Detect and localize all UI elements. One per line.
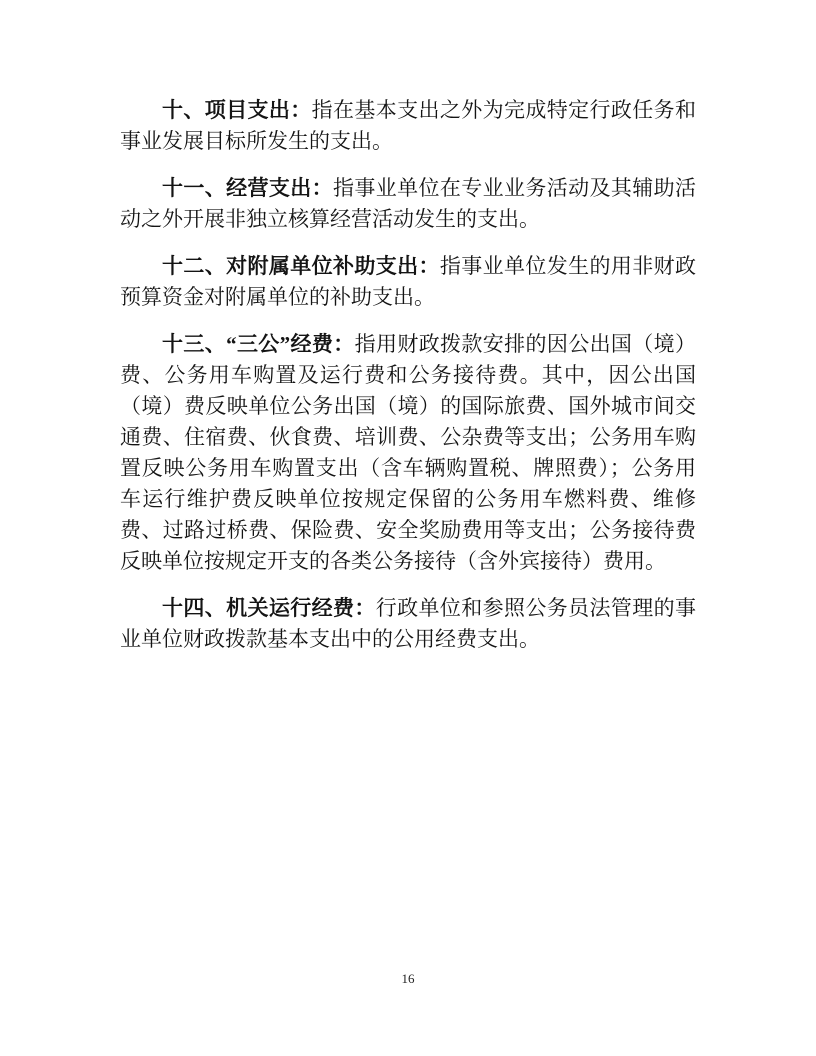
paragraph-text: 指事业单位发生的用非财政预算资金对附属单位的补助支出。	[120, 254, 696, 309]
paragraph-heading: 十一、经营支出：	[162, 176, 333, 200]
paragraph-heading: 十二、对附属单位补助支出：	[162, 254, 440, 278]
paragraph-three-public-funds	[120, 329, 696, 577]
paragraph-heading: 十、项目支出：	[162, 98, 312, 122]
paragraph-subsidy-to-affiliates	[120, 251, 696, 313]
paragraph-text: 行政单位和参照公务员法管理的事业单位财政拨款基本支出中的公用经费支出。	[120, 596, 696, 651]
paragraph-heading: 十四、机关运行经费：	[162, 596, 376, 620]
paragraph-operating-expenditure	[120, 173, 696, 235]
page-number: 16	[401, 971, 415, 986]
paragraph-heading: 十三、“三公”经费：	[162, 332, 355, 356]
paragraph-agency-operating-funds	[120, 593, 696, 655]
document-body	[120, 95, 696, 671]
paragraph-text: 指事业单位在专业业务活动及其辅助活动之外开展非独立核算经营活动发生的支出。	[120, 176, 696, 231]
paragraph-text: 指用财政拨款安排的因公出国（境）费、公务用车购置及运行费和公务接待费。其中，因公出国（境）费反映单位公务出国（境）的国际旅费、国外城市间交通费、住宿费、伙食费、培训费、公杂费等支出；公务用车购置反映公务用车购置支出（含车辆购置税、牌照费）；公务用车运行维护费反映单位按规定保留的公务用车燃料费、维修费、过路过桥费、保险费、安全奖励费用等支出；公务接待费反映单位按规定开支的各类公务接待（含外宾接待）费用。	[120, 332, 697, 573]
paragraph-text: 指在基本支出之外为完成特定行政任务和事业发展目标所发生的支出。	[120, 98, 696, 153]
paragraph-project-expenditure	[120, 95, 696, 157]
